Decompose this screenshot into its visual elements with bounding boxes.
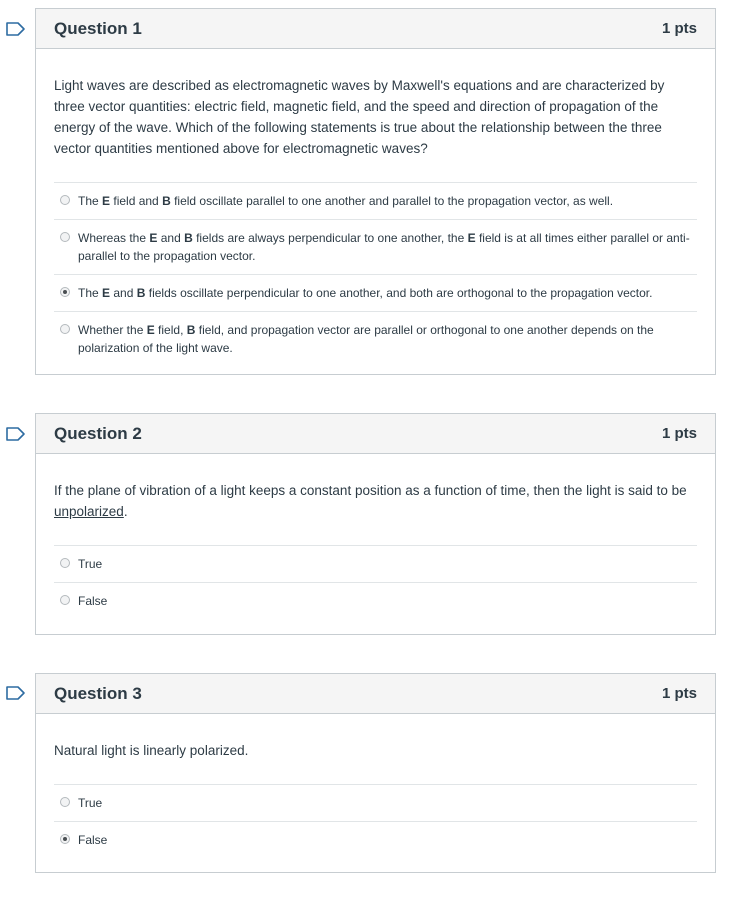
- answer-text: The E field and B field oscillate parallel to one another and parallel to the propagation vector, as well.: [78, 194, 614, 208]
- answer-text: The E and B fields oscillate perpendicular to one another, and both are orthogonal to the propagation vector.: [78, 286, 653, 300]
- radio-button[interactable]: [60, 324, 70, 334]
- question-text: Natural light is linearly polarized.: [54, 743, 249, 758]
- radio-button[interactable]: [60, 595, 70, 605]
- answer-option-true[interactable]: [54, 785, 697, 822]
- radio-button-selected[interactable]: [60, 287, 70, 297]
- answer-text: True: [78, 557, 103, 571]
- answer-list: [54, 182, 697, 366]
- question-3: [35, 673, 716, 873]
- answer-text: False: [78, 833, 108, 847]
- question-1: [35, 8, 716, 375]
- answer-option-false[interactable]: [54, 583, 697, 619]
- flag-question-icon[interactable]: [6, 22, 26, 36]
- question-header: [36, 414, 715, 454]
- answer-option[interactable]: [54, 275, 697, 312]
- question-2: [35, 413, 716, 635]
- answer-option-true[interactable]: [54, 546, 697, 583]
- answer-option[interactable]: [54, 220, 697, 275]
- answer-option-false[interactable]: [54, 822, 697, 858]
- answer-list: [54, 545, 697, 619]
- answer-list: [54, 784, 697, 858]
- question-header: [36, 9, 715, 49]
- answer-option[interactable]: [54, 183, 697, 220]
- radio-button[interactable]: [60, 232, 70, 242]
- radio-button[interactable]: [60, 558, 70, 568]
- question-points: 1 pts: [661, 685, 697, 702]
- radio-button[interactable]: [60, 797, 70, 807]
- question-title: Question 2: [54, 423, 142, 443]
- question-header: [36, 674, 715, 714]
- question-title: Question 1: [54, 18, 142, 38]
- answer-text: True: [78, 796, 103, 810]
- question-text: If the plane of vibration of a light keeps a constant position as a function of time, then the light is said to be unpolarized.: [54, 483, 687, 519]
- radio-button[interactable]: [60, 195, 70, 205]
- answer-option[interactable]: [54, 312, 697, 366]
- flag-question-icon[interactable]: [6, 427, 26, 441]
- answer-text: Whereas the E and B fields are always perpendicular to one another, the E field is at all times either parallel or anti-parallel to the propagation vector.: [78, 231, 690, 263]
- answer-text: False: [78, 594, 108, 608]
- radio-button-selected[interactable]: [60, 834, 70, 844]
- question-text: Light waves are described as electromagnetic waves by Maxwell's equations and are characterized by three vector quantities: electric field, magnetic field, and the speed and direction of propagation of the energy of the wave. Which of the following statements is true about the relationship between the three vector quantities mentioned above for electromagnetic waves?: [54, 78, 665, 156]
- question-points: 1 pts: [661, 425, 697, 442]
- question-points: 1 pts: [661, 20, 697, 37]
- flag-question-icon[interactable]: [6, 686, 26, 700]
- answer-text: Whether the E field, B field, and propagation vector are parallel or orthogonal to one another depends on the polarization of the light wave.: [78, 323, 654, 355]
- question-title: Question 3: [54, 683, 142, 703]
- underlined-term: unpolarized: [54, 504, 124, 519]
